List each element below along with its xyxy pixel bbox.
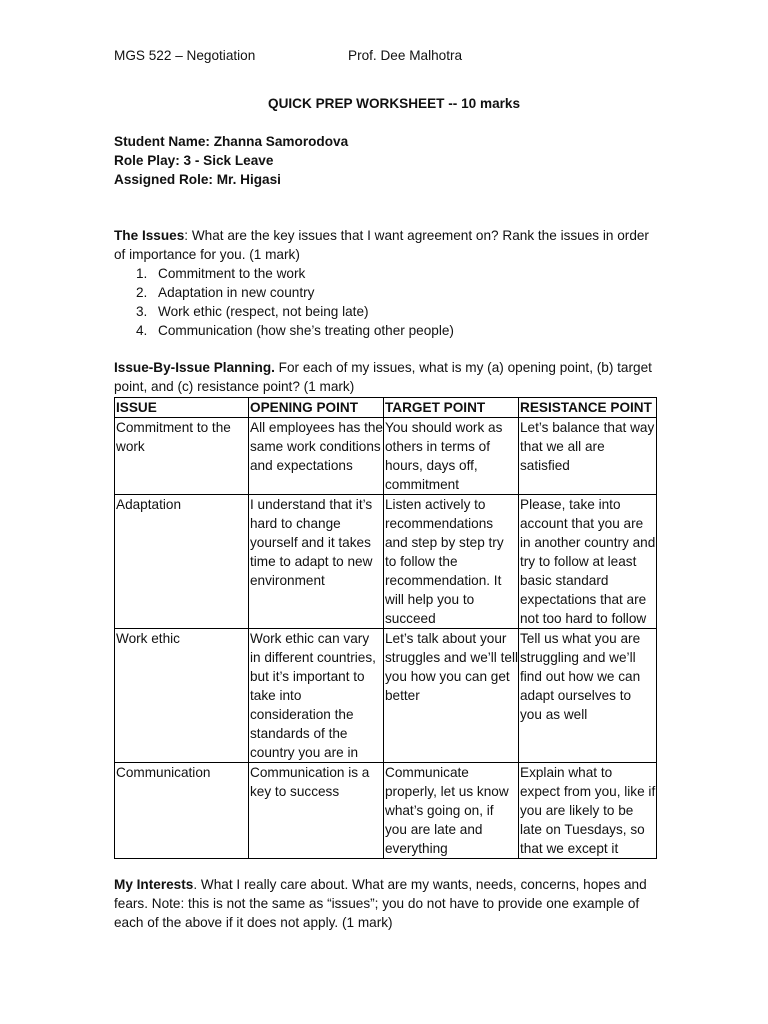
worksheet-title: QUICK PREP WORKSHEET -- 10 marks <box>268 96 521 111</box>
list-number: 1. <box>136 266 148 281</box>
interests-prompt <box>114 875 659 932</box>
cell-issue: Communication <box>115 763 249 859</box>
interests-label: My Interests <box>114 877 194 892</box>
list-item <box>114 321 454 340</box>
table-row <box>115 495 657 629</box>
issues-label: The Issues <box>114 228 185 243</box>
cell-target: Listen actively to recommendations and step by step try to follow the recommendation. It will help you to succeed <box>384 495 519 629</box>
cell-resistance: Explain what to expect from you, like if you are likely to be late on Tuesdays, so that we except it <box>519 763 657 859</box>
interests-text: . What I really care about. What are my wants, needs, concerns, hopes and fears. Note: this is not the same as “issues”; you do not have to provide one example of each of the above if it does not apply. (1 mark) <box>114 877 647 930</box>
cell-opening: Work ethic can vary in different countries, but it’s important to take into consideration the standards of the country you are in <box>249 629 384 763</box>
cell-target: You should work as others in terms of hours, days off, commitment <box>384 418 519 495</box>
student-name: Student Name: Zhanna Samorodova <box>114 134 349 149</box>
list-item <box>114 283 454 302</box>
list-text: Adaptation in new country <box>158 285 315 300</box>
role-play: Role Play: 3 - Sick Leave <box>114 153 274 168</box>
cell-resistance: Please, take into account that you are in another country and try to follow at least basic standard expectations that are not too hard to follow <box>519 495 657 629</box>
header-issue: ISSUE <box>115 398 249 418</box>
planning-text: For each of my issues, what is my (a) opening point, (b) target point, and (c) resistance point? (1 mark) <box>114 360 652 394</box>
cell-target: Let’s talk about your struggles and we’ll tell you how you can get better <box>384 629 519 763</box>
cell-opening: All employees has the same work conditions and expectations <box>249 418 384 495</box>
issues-list <box>114 264 454 340</box>
header-resistance: RESISTANCE POINT <box>519 398 657 418</box>
course-header: MGS 522 – Negotiation <box>114 48 256 63</box>
cell-issue: Commitment to the work <box>115 418 249 495</box>
header-opening: OPENING POINT <box>249 398 384 418</box>
list-number: 4. <box>136 323 148 338</box>
cell-target: Communicate properly, let us know what’s going on, if you are late and everything <box>384 763 519 859</box>
issues-prompt <box>114 226 659 264</box>
issues-text: : What are the key issues that I want agreement on? Rank the issues in order of importance for you. (1 mark) <box>114 228 649 262</box>
cell-opening: Communication is a key to success <box>249 763 384 859</box>
table-row <box>115 418 657 495</box>
list-text: Work ethic (respect, not being late) <box>158 304 369 319</box>
planning-label: Issue-By-Issue Planning. <box>114 360 275 375</box>
table-row <box>115 629 657 763</box>
cell-opening: I understand that it’s hard to change yourself and it takes time to adapt to new environment <box>249 495 384 629</box>
planning-table <box>114 397 657 859</box>
cell-issue: Work ethic <box>115 629 249 763</box>
list-text: Communication (how she’s treating other people) <box>158 323 454 338</box>
list-text: Commitment to the work <box>158 266 306 281</box>
list-item <box>114 264 454 283</box>
cell-resistance: Let’s balance that way that we all are satisfied <box>519 418 657 495</box>
list-item <box>114 302 454 321</box>
assigned-role: Assigned Role: Mr. Higasi <box>114 172 281 187</box>
cell-resistance: Tell us what you are struggling and we’ll find out how we can adapt ourselves to you as well <box>519 629 657 763</box>
cell-issue: Adaptation <box>115 495 249 629</box>
professor-header: Prof. Dee Malhotra <box>348 48 463 63</box>
table-row <box>115 763 657 859</box>
planning-prompt <box>114 358 659 396</box>
header-target: TARGET POINT <box>384 398 519 418</box>
list-number: 2. <box>136 285 148 300</box>
list-number: 3. <box>136 304 148 319</box>
table-header-row <box>115 398 657 418</box>
